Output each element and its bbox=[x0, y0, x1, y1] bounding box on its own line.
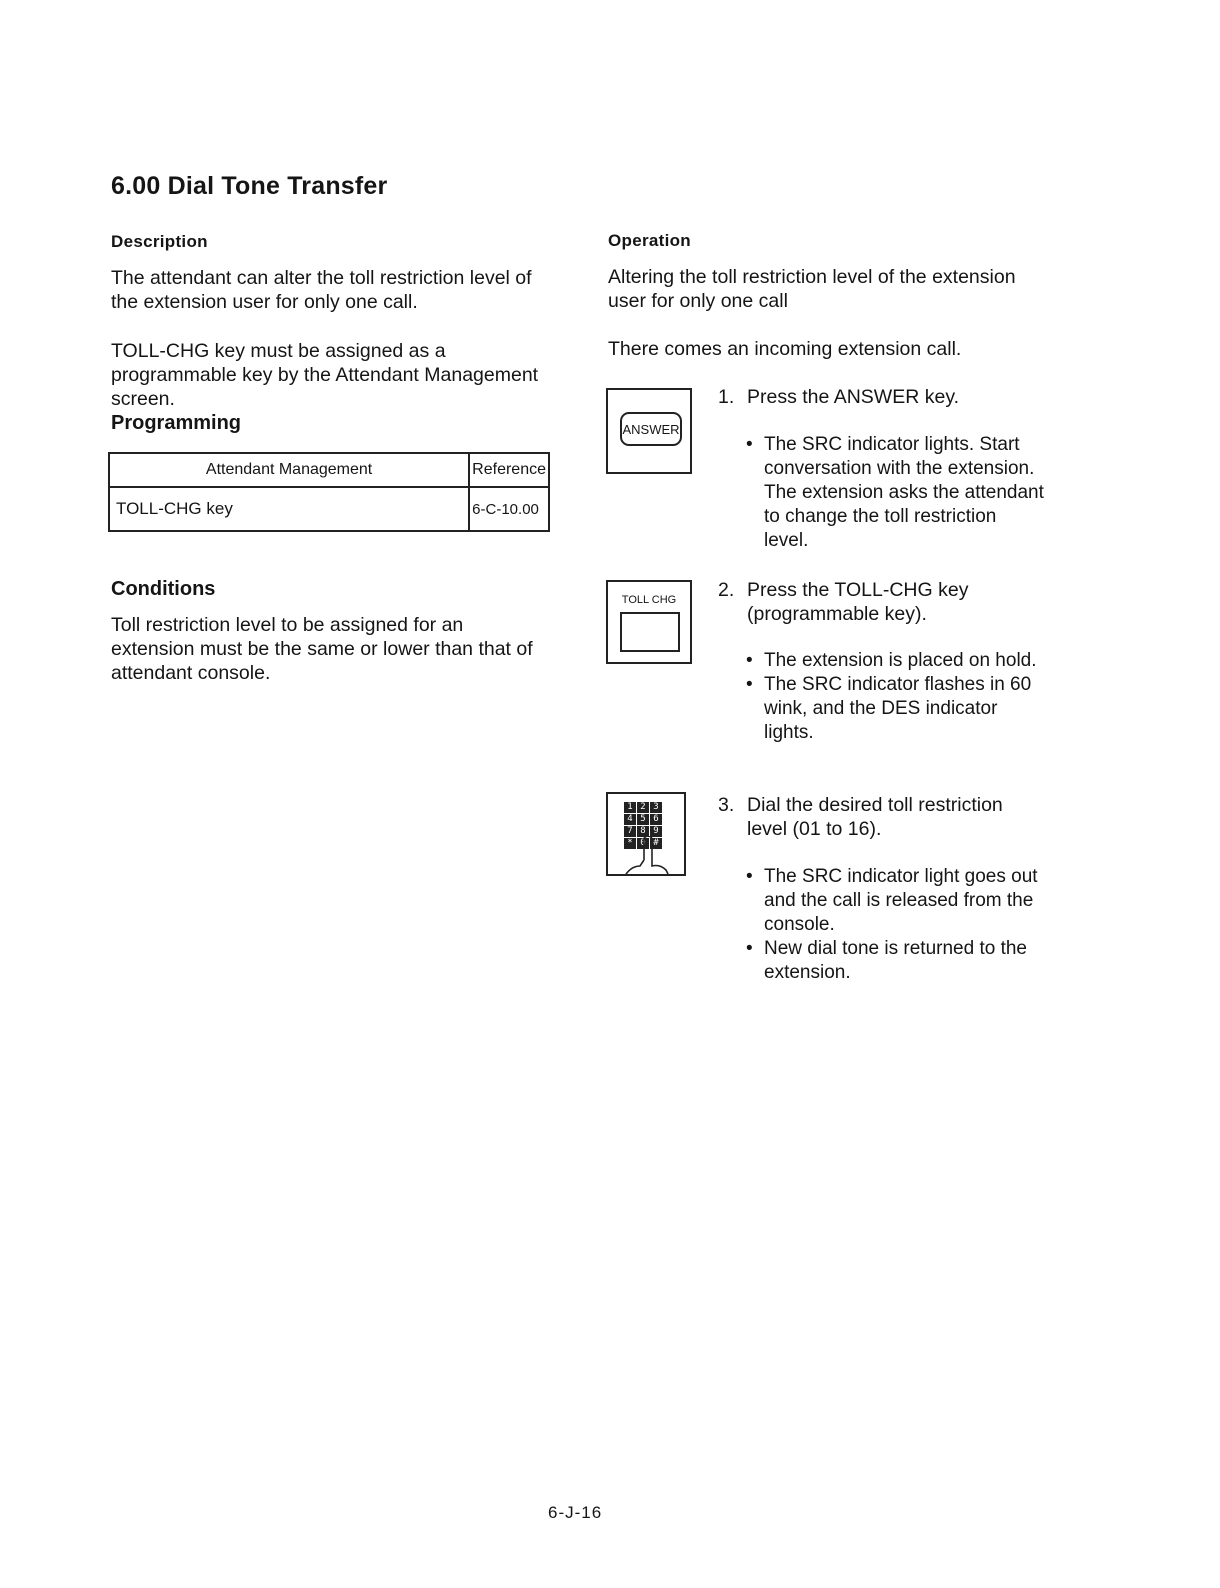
page-title: 6.00 Dial Tone Transfer bbox=[111, 172, 388, 200]
page-number: 6-J-16 bbox=[548, 1503, 603, 1522]
conditions-heading: Conditions bbox=[111, 578, 216, 600]
step-number: 2. bbox=[718, 579, 735, 601]
table-row bbox=[109, 487, 549, 531]
list-item: • The SRC indicator light goes out and the call is released from the console. bbox=[746, 865, 1046, 937]
step-1-bullets bbox=[746, 433, 1044, 553]
step-text: Press the TOLL-CHG key (programmable key). bbox=[747, 579, 969, 625]
table-header-cell: Reference bbox=[469, 453, 549, 487]
programming-heading: Programming bbox=[111, 412, 242, 434]
step-number: 3. bbox=[718, 794, 735, 816]
keypad-key: 7 bbox=[624, 826, 636, 837]
keypad-key: 3 bbox=[650, 802, 662, 813]
step-1 bbox=[718, 385, 1058, 409]
table-header-cell: Attendant Management bbox=[109, 453, 469, 487]
keypad-key: 5 bbox=[637, 814, 649, 825]
keypad-key: * bbox=[624, 838, 636, 849]
table-header-row bbox=[109, 453, 549, 487]
keypad-key: 0 bbox=[637, 838, 649, 849]
toll-chg-key-illustration bbox=[606, 580, 692, 664]
conditions-text: Toll restriction level to be assigned for an extension must be the same or lower than that of attendant console. bbox=[111, 614, 533, 684]
operation-heading: Operation bbox=[608, 231, 691, 250]
toll-chg-key-label: TOLL CHG bbox=[621, 594, 677, 606]
step-number: 1. bbox=[718, 386, 735, 408]
description-heading: Description bbox=[111, 232, 208, 251]
list-item: • New dial tone is returned to the extension. bbox=[746, 937, 1046, 985]
keypad-key: 1 bbox=[624, 802, 636, 813]
table-cell: 6-C-10.00 bbox=[469, 487, 549, 531]
description-paragraph: The attendant can alter the toll restriction level of the extension user for only one call. bbox=[111, 267, 532, 313]
step-text: Press the ANSWER key. bbox=[747, 386, 960, 408]
step-2-bullets bbox=[746, 649, 1048, 745]
table-cell: TOLL-CHG key bbox=[109, 487, 469, 531]
programming-table bbox=[108, 452, 550, 532]
keypad-key: 6 bbox=[650, 814, 662, 825]
keypad-key: 8 bbox=[637, 826, 649, 837]
keypad-key: 4 bbox=[624, 814, 636, 825]
list-item: • The extension is placed on hold. bbox=[746, 649, 1048, 673]
keypad-key: # bbox=[650, 838, 662, 849]
description-paragraph: TOLL-CHG key must be assigned as a programmable key by the Attendant Management screen. bbox=[111, 340, 539, 410]
answer-key-illustration bbox=[606, 388, 692, 474]
keypad-illustration bbox=[606, 792, 686, 876]
operation-intro: Altering the toll restriction level of the extension user for only one call bbox=[608, 266, 1016, 312]
toll-chg-key-icon bbox=[620, 612, 680, 652]
list-item: • The SRC indicator flashes in 60 wink, and the DES indicator lights. bbox=[746, 673, 1048, 745]
step-3 bbox=[718, 793, 1038, 841]
keypad-key: 2 bbox=[637, 802, 649, 813]
step-text: Dial the desired toll restriction level (01 to 16). bbox=[747, 794, 1003, 840]
keypad-key: 9 bbox=[650, 826, 662, 837]
step-2 bbox=[718, 578, 1018, 626]
finger-icon bbox=[622, 836, 672, 876]
step-3-bullets bbox=[746, 865, 1046, 985]
operation-scenario: There comes an incoming extension call. bbox=[608, 338, 962, 360]
answer-key-icon: ANSWER bbox=[620, 412, 682, 446]
list-item: • The SRC indicator lights. Start conversation with the extension. The extension asks the attendant to change the toll restriction level. bbox=[746, 433, 1044, 553]
